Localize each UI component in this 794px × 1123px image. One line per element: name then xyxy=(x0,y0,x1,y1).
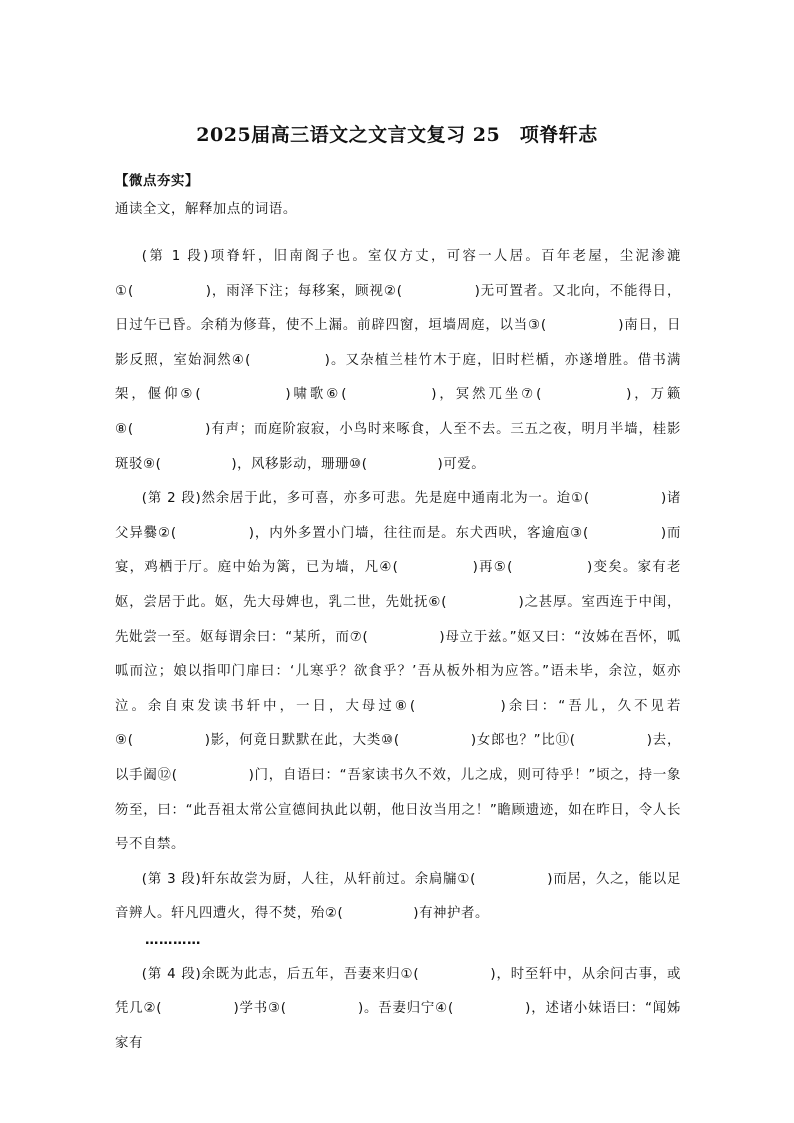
paragraph-3: (第 3 段)轩东故尝为厨，人往，从轩前过。余扃牖①( )而居，久之，能以足音辨人。轩凡四遭火，得不焚，殆②( )有神护者。 xyxy=(115,871,681,922)
instruction-text: 通读全文，解释加点的词语。 xyxy=(115,202,297,217)
paragraph-2: (第 2 段)然余居于此，多可喜，亦多可悲。先是庭中通南北为一。迨①( )诸父异爨②( )，内外多置小门墙，往往而是。东犬西吠，客逾庖③( )而宴，鸡栖于厅。庭中始为篱，已为墙，凡④( )再⑤( )变矣。家有老妪，尝居于此。妪，先大母婢也，乳二世，先妣抚⑥( )之甚厚。室西连于中闺，先妣尝一至。妪每谓余曰：“某所，而⑦( )母立于兹。”妪又曰：“汝姊在吾怀，呱呱而泣；娘以指叩门扉曰：‘儿寒乎？欲食乎？’吾从板外相为应答。”语未毕，余泣，妪亦泣。余自束发读书轩中，一日，大母过⑧( )余曰：“吾儿，久不见若⑨( )影，何竟日默默在此，大类⑩( )女郎也？”比⑪( )去，以手阖⑫( )门，自语曰：“吾家读书久不效，儿之成，则可待乎！”顷之，持一象笏至，曰：“此吾祖太常公宣德间执此以朝，他日汝当用之！”瞻顾遗迹，如在昨日，令人长号不自禁。 xyxy=(115,491,681,853)
paragraph-4: (第 4 段)余既为此志，后五年，吾妻来归①( )，时至轩中，从余问古事，或凭几②( )学书③( )。吾妻归宁④( )，述诸小妹语曰：“闻姊家有 xyxy=(115,966,681,1052)
page-title: 2025届高三语文之文言文复习 25 项脊轩志 xyxy=(196,124,598,146)
document-body xyxy=(115,172,681,1062)
paragraph-1: (第 1 段)项脊轩，旧南阁子也。室仅方丈，可容一人居。百年老屋，尘泥渗漉①( )，雨泽下注；每移案，顾视②( )无可置者。又北向，不能得日，日过午已昏。余稍为修葺，使不上漏。前辟四窗，垣墙周庭，以当③( )南日，日影反照，室始洞然④( )。又杂植兰桂竹木于庭，旧时栏楯，亦遂增胜。借书满架，偃仰⑤( )啸歌⑥( )，冥然兀坐⑦( )，万籁⑧( )有声；而庭阶寂寂，小鸟时来啄食，人至不去。三五之夜，明月半墙，桂影斑驳⑨( )，风移影动，珊珊⑩( )可爱。 xyxy=(115,249,681,472)
ellipsis: ………… xyxy=(145,932,201,948)
section-heading: 【微点夯实】 xyxy=(115,174,199,189)
